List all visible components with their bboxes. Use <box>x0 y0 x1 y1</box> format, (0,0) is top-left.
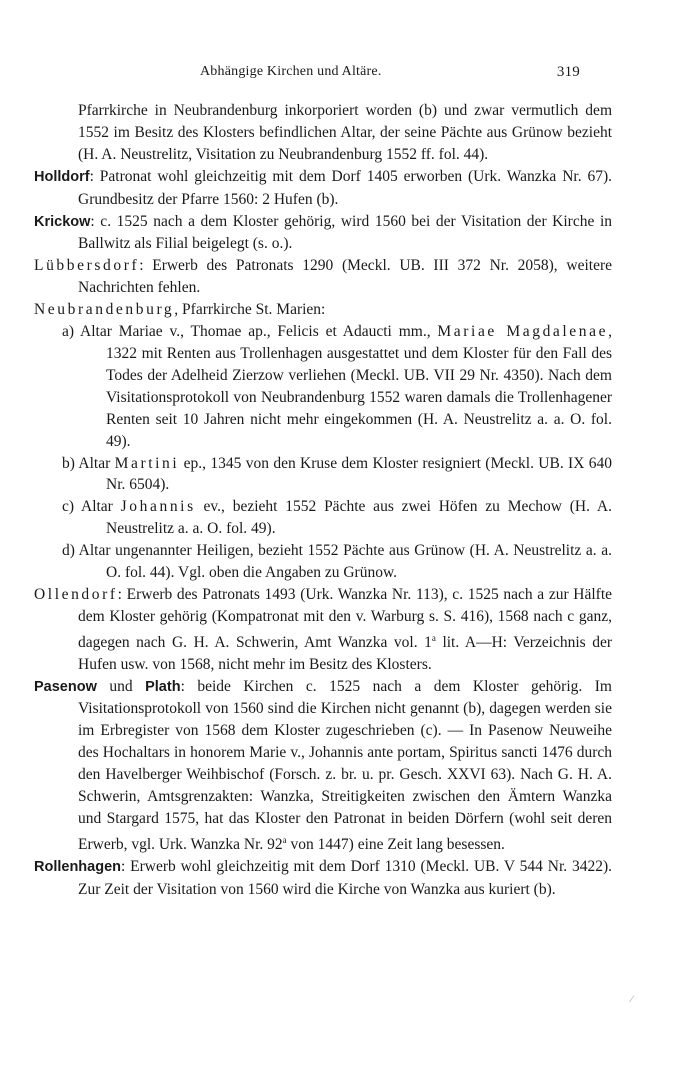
page-number: 319 <box>556 64 580 80</box>
entry-luebbersdorf: Lübbersdorf: Erwerb des Patronats 1290 (Meckl. UB. III 372 Nr. 2058), weitere Nachrichten fehlen. <box>34 257 612 297</box>
entry-heading: Krickow <box>34 213 91 230</box>
entry-heading: Plath <box>145 678 181 695</box>
entry-heading: Rollenhagen <box>34 858 122 875</box>
sub-entry-b: b) Altar Martini ep., 1345 von den Kruse dem Kloster resigniert (Meckl. UB. IX 640 Nr. 6504). <box>62 454 612 494</box>
scan-speck: ⁄ <box>631 994 633 1004</box>
sub-entry-label: b) <box>62 454 75 472</box>
sub-entry-label: c) <box>62 498 75 516</box>
entry-heading: Lübbersdorf <box>34 257 140 275</box>
entry-rollenhagen: Rollenhagen: Erwerb wohl gleichzeitig mit dem Dorf 1310 (Meckl. UB. V 544 Nr. 3422). Zur Zeit der Visitation von 1560 wird die Kirche von Wanzka aus kuriert (b). <box>34 857 612 898</box>
entry-heading: Holldorf <box>34 168 90 185</box>
sub-entry-a: a) Altar Mariae v., Thomae ap., Felicis et Adaucti mm., Mariae Magdalenae, 1322 mit Renten aus Trollenhagen ausgestattet und dem Kloster für den Fall des Todes der Adelheid Zierzow verliehen (Meckl. UB. VII 29 Nr. 4350). Nach dem Visitationsprotokoll von Neubrandenburg 1552 waren damals die Trollenhagener Renten seit 10 Jahren nicht mehr eingekommen (H. A. Neustrelitz a. a. O. fol. 49). <box>62 323 612 450</box>
entry-pasenow-plath: Pasenow und Plath: beide Kirchen c. 1525 nach a dem Kloster gehörig. Im Visitationsprotokoll von 1560 sind die Kirchen nicht genannt (b), dagegen werden sie im Erbregister von 1568 dem Kloster zugeschrieben (c). — In Pasenow Neuweihe des Hochaltars in honorem Marie v., Johannis ante portam, Spiritus sancti 1476 durch den Havelberger Weihbischof (Forsch. z. br. u. pr. Gesch. XXVI 63). Nach G. H. A. Schwerin, Amtsgrenzakten: Wanzka, Streitigkeiten zwischen den Ämtern Wanzka und Stargard 1575, hat das Kloster den Patronat in beiden Dörfern (wohl seit deren Erwerb, vgl. Urk. Wanzka Nr. 92$^a$ von 1447) eine Zeit lang besessen. <box>34 677 612 853</box>
sub-entry-d: d) Altar ungenannter Heiligen, bezieht 1552 Pächte aus Grünow (H. A. Neustrelitz a. a. O. fol. 44). Vgl. oben die Angaben zu Grünow. <box>62 542 612 582</box>
sub-entry-c: c) Altar Johannis ev., bezieht 1552 Pächte aus zwei Höfen zu Mechow (H. A. Neustrelitz a. a. O. fol. 49). <box>62 498 612 538</box>
body-text <box>34 100 612 901</box>
sub-entry-label: a) <box>62 323 75 341</box>
running-head-title: Abhängige Kirchen und Altäre. <box>200 64 382 79</box>
entry-neubrandenburg: Neubrandenburg, Pfarrkirche St. Marien: <box>34 301 326 319</box>
entry-heading: Ollendorf <box>34 585 118 603</box>
entry-ollendorf: Ollendorf: Erwerb des Patronats 1493 (Urk. Wanzka Nr. 113), c. 1525 nach a zur Hälfte dem Kloster gehörig (Kompatronat mit den v. Warburg s. S. 416), 1568 nach c ganz, dagegen nach G. H. A. Schwerin, Amt Wanzka vol. 1$^a$ lit. A—H: Verzeichnis der Hufen usw. von 1568, nicht mehr im Besitz des Klosters. <box>34 585 613 673</box>
entry-holldorf: Holldorf: Patronat wohl gleichzeitig mit dem Dorf 1405 erworben (Urk. Wanzka Nr. 67). Grundbesitz der Pfarre 1560: 2 Hufen (b). <box>34 167 612 208</box>
paragraph-continuation: Pfarrkirche in Neubrandenburg inkorporiert worden (b) und zwar vermutlich dem 1552 im Besitz des Klosters befindlichen Altar, der seine Pächte aus Grünow bezieht (H. A. Neustrelitz, Visitation zu Neubrandenburg 1552 ff. fol. 44). <box>78 102 612 163</box>
entry-heading: Neubrandenburg <box>34 301 175 319</box>
sub-entry-label: d) <box>62 542 75 560</box>
entry-heading: Pasenow <box>34 678 97 695</box>
entry-krickow: Krickow: c. 1525 nach a dem Kloster gehörig, wird 1560 bei der Visitation der Kirche in Ballwitz als Filial beigelegt (s. o.). <box>34 212 612 253</box>
